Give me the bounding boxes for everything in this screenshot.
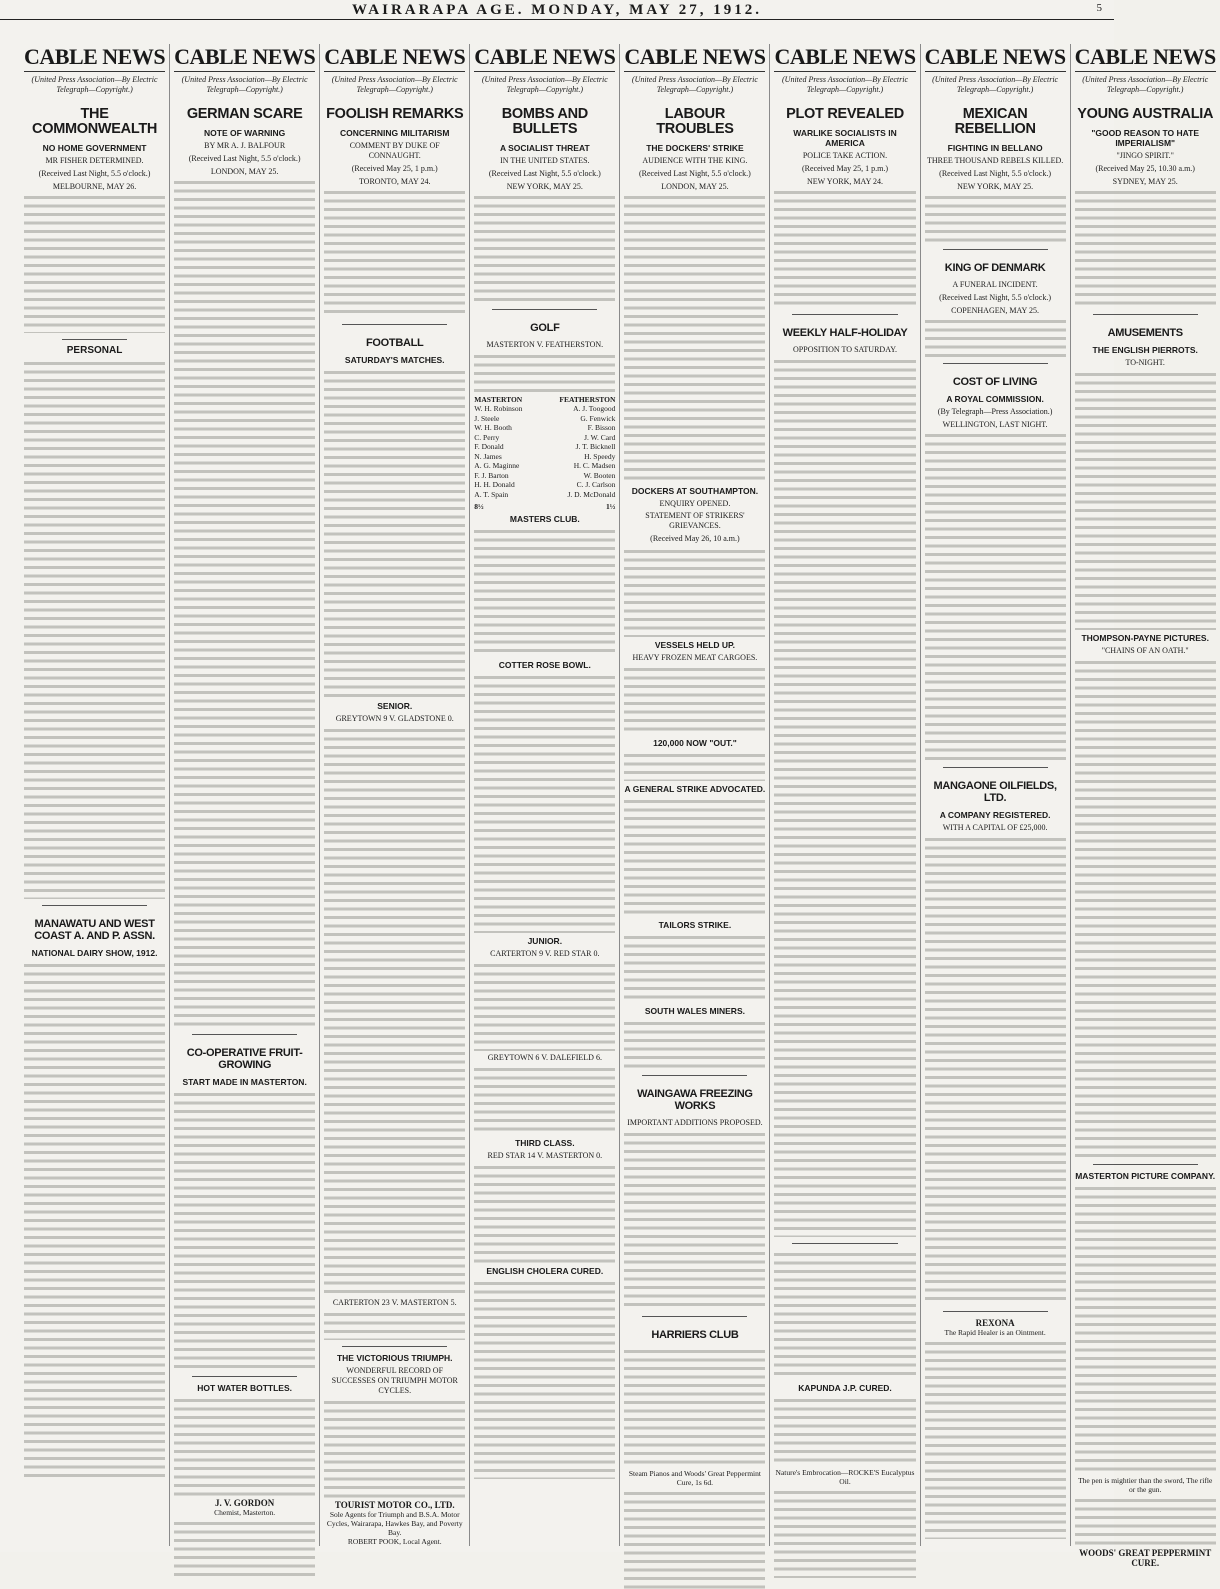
divider	[492, 309, 597, 310]
credit-line: (United Press Association—By Electric Telegraph—Copyright.)	[932, 75, 1059, 94]
subheading: CONCERNING MILITARISM	[340, 128, 450, 138]
advertiser-line: Sole Agents for Triumph and B.S.A. Motor Cycles, Wairarapa, Hawkes Bay, and Poverty Bay.	[326, 1510, 463, 1537]
player-featherston: C. J. Carlson	[576, 480, 616, 489]
player-row	[474, 471, 615, 481]
player-masterton: H. H. Donald	[474, 480, 515, 489]
divider	[792, 314, 897, 315]
score-b: 1½	[606, 502, 616, 511]
headline: THE COMMONWEALTH	[32, 106, 158, 137]
headline: WEEKLY HALF-HOLIDAY	[782, 327, 908, 339]
headline: MANAWATU AND WEST COAST A. AND P. ASSN.	[34, 918, 155, 942]
divider	[792, 1243, 897, 1244]
player-row	[474, 404, 615, 414]
headline: KING OF DENMARK	[944, 262, 1046, 274]
received-line: (Received May 25, 10.30 a.m.)	[1095, 164, 1195, 173]
subheading: A SOCIALIST THREAT	[499, 143, 590, 153]
dateline: COPENHAGEN, MAY 25.	[951, 306, 1040, 315]
article-body	[925, 835, 1066, 1305]
subheading: "JINGO SPIRIT."	[1116, 151, 1174, 160]
subheading: AUDIENCE WITH THE KING.	[642, 156, 748, 165]
dateline: LONDON, MAY 25.	[210, 167, 279, 176]
advertiser-line: The Rapid Healer is an Ointment.	[944, 1328, 1046, 1337]
article-body	[324, 188, 465, 318]
subheading: DOCKERS AT SOUTHAMPTON.	[631, 486, 759, 496]
player-row	[474, 414, 615, 424]
column-3	[320, 44, 470, 1546]
player-masterton: W. H. Robinson	[474, 404, 523, 413]
article-body	[1075, 188, 1216, 308]
subheading: BY MR A. J. BALFOUR	[204, 141, 286, 150]
subheading: VESSELS HELD UP.	[654, 640, 735, 650]
article-body	[1075, 1184, 1216, 1474]
divider	[943, 1311, 1048, 1312]
player-featherston: H. C. Madsen	[573, 461, 616, 470]
cable-news-heading: CABLE NEWS	[24, 44, 165, 72]
headline: GOLF	[530, 322, 560, 334]
subheading: HEAVY FROZEN MEAT CARGOES.	[632, 653, 758, 662]
received-line: (Received Last Night, 5.5 o'clock.)	[188, 154, 301, 163]
dateline: NEW YORK, MAY 24.	[806, 177, 884, 186]
divider	[943, 767, 1048, 768]
article-body	[624, 665, 765, 735]
article-body	[624, 1489, 765, 1589]
subheading: FIGHTING IN BELLANO	[947, 143, 1043, 153]
match-result: CARTERTON 9 V. RED STAR 0.	[490, 949, 600, 958]
advertiser-line: ROBERT POOK, Local Agent.	[347, 1537, 442, 1546]
subheading: A GENERAL STRIKE ADVOCATED.	[624, 784, 766, 794]
team-b: FEATHERSTON	[559, 395, 616, 404]
article-body	[24, 359, 165, 899]
subheading: COTTER ROSE BOWL.	[498, 660, 591, 670]
subheading: NOTE OF WARNING	[204, 128, 286, 138]
article-body	[624, 751, 765, 781]
masthead: WAIRARAPA AGE. MONDAY, MAY 27, 1912.	[0, 2, 1114, 20]
article-body	[474, 527, 615, 657]
article-body	[324, 368, 465, 698]
headline: BOMBS AND BULLETS	[501, 106, 588, 137]
advertiser-name: WOODS' GREAT PEPPERMINT CURE.	[1079, 1548, 1212, 1568]
player-featherston: J. T. Bicknell	[575, 442, 616, 451]
player-list	[474, 404, 615, 499]
subheading: NO HOME GOVERNMENT	[42, 143, 147, 153]
article-body	[624, 547, 765, 637]
article-body	[474, 673, 615, 933]
player-featherston: A. J. Toogood	[573, 404, 616, 413]
subheading: TO-NIGHT.	[1125, 358, 1165, 367]
subheading: SENIOR.	[377, 701, 413, 711]
subheading: MASTERTON V. FEATHERSTON.	[486, 340, 604, 349]
credit-line: (United Press Association—By Electric Telegraph—Copyright.)	[631, 75, 758, 94]
article-body	[174, 1519, 315, 1579]
divider	[42, 905, 147, 906]
subheading: THOMPSON-PAYNE PICTURES.	[1081, 633, 1209, 643]
cable-news-heading: CABLE NEWS	[1075, 44, 1216, 72]
player-featherston: F. Bisson	[587, 423, 616, 432]
player-masterton: W. H. Booth	[474, 423, 512, 432]
player-featherston: W. Booten	[583, 470, 616, 480]
subheading: MR FISHER DETERMINED.	[45, 156, 144, 165]
player-row	[474, 452, 615, 462]
article-body	[624, 1347, 765, 1467]
score-a: 8½	[474, 502, 484, 511]
article-body	[474, 1065, 615, 1135]
player-row	[474, 461, 615, 471]
received-line: (Received Last Night, 5.5 o'clock.)	[488, 169, 601, 178]
subheading: IMPORTANT ADDITIONS PROPOSED.	[627, 1118, 763, 1127]
subheading: MASTERS CLUB.	[509, 514, 580, 524]
credit-line: (United Press Association—By Electric Telegraph—Copyright.)	[181, 75, 308, 94]
player-masterton: A. G. Maginne	[474, 461, 520, 470]
player-row	[474, 423, 615, 433]
credit-line: (United Press Association—By Electric Telegraph—Copyright.)	[331, 75, 458, 94]
subheading: POLICE TAKE ACTION.	[802, 151, 888, 160]
article-body	[774, 188, 915, 308]
dateline: NEW YORK, MAY 25.	[506, 182, 583, 191]
subheading: KAPUNDA J.P. CURED.	[798, 1383, 892, 1393]
player-masterton: C. Perry	[474, 432, 500, 442]
divider	[342, 324, 447, 325]
article-body	[925, 317, 1066, 357]
column-1	[20, 44, 170, 1546]
article-body	[925, 1339, 1066, 1539]
subheading: WARLIKE SOCIALISTS IN AMERICA	[793, 128, 897, 148]
subheading: OPPOSITION TO SATURDAY.	[793, 345, 897, 354]
headline: FOOLISH REMARKS	[326, 106, 464, 122]
subheading: WONDERFUL RECORD OF SUCCESSES ON TRIUMPH MOTOR CYCLES.	[331, 1366, 458, 1395]
section-heading: PERSONAL	[66, 345, 123, 356]
article-body	[474, 961, 615, 1051]
player-featherston: J. D. McDonald	[567, 489, 616, 499]
article-body	[474, 352, 615, 392]
received-line: (Received Last Night, 5.5 o'clock.)	[939, 293, 1052, 302]
advertiser-line: Steam Pianos and Woods' Great Peppermint Cure, 1s 6d.	[628, 1469, 761, 1487]
article-body	[24, 193, 165, 333]
headline: MANGAONE OILFIELDS, LTD.	[933, 780, 1057, 804]
cable-news-heading: CABLE NEWS	[174, 44, 315, 72]
headline: LABOUR TROUBLES	[656, 106, 734, 137]
dateline: WELLINGTON, LAST NIGHT.	[942, 420, 1048, 429]
article-body	[324, 1398, 465, 1498]
cable-news-heading: CABLE NEWS	[925, 44, 1066, 72]
article-body	[474, 193, 615, 303]
column-6	[770, 44, 920, 1546]
received-line: (Received May 25, 1 p.m.)	[802, 164, 888, 173]
advertiser-line: The pen is mightier than the sword, The rifle or the gun.	[1078, 1476, 1213, 1494]
subheading: JUNIOR.	[527, 936, 563, 946]
subheading: SOUTH WALES MINERS.	[644, 1006, 745, 1016]
subheading: HOT WATER BOTTLES.	[197, 1383, 293, 1393]
divider	[642, 1075, 747, 1076]
match-result: RED STAR 14 V. MASTERTON 0.	[487, 1151, 603, 1160]
subheading: TAILORS STRIKE.	[658, 920, 732, 930]
subheading: A COMPANY REGISTERED.	[939, 810, 1051, 820]
article-body	[474, 1279, 615, 1479]
divider	[342, 1346, 447, 1347]
columns	[20, 44, 1216, 1568]
article-body	[1075, 370, 1216, 630]
player-row	[474, 442, 615, 452]
player-featherston: G. Fenwick	[580, 413, 616, 423]
headline: COST OF LIVING	[952, 376, 1038, 388]
subheading: STATEMENT OF STRIKERS' GRIEVANCES.	[645, 511, 745, 530]
article-body	[1075, 1496, 1216, 1546]
received-line: (Received May 26, 10 a.m.)	[650, 534, 740, 543]
cable-news-heading: CABLE NEWS	[774, 44, 915, 72]
advertiser-name: J. V. GORDON	[215, 1498, 275, 1508]
headline: WAINGAWA FREEZING WORKS	[637, 1088, 753, 1112]
divider	[1093, 314, 1198, 315]
received-line: (Received May 25, 1 p.m.)	[351, 164, 438, 173]
divider	[192, 1034, 297, 1035]
cable-news-heading: CABLE NEWS	[324, 44, 465, 72]
player-featherston: J. W. Card	[584, 432, 616, 442]
column-4	[470, 44, 620, 1546]
credit-line: (United Press Association—By Electric Telegraph—Copyright.)	[481, 75, 608, 94]
player-row	[474, 480, 615, 490]
subheading: THE VICTORIOUS TRIUMPH.	[336, 1353, 453, 1363]
column-5	[620, 44, 770, 1546]
advertiser-line: Nature's Embrocation—ROCKE'S Eucalyptus Oil.	[775, 1468, 915, 1486]
subheading: THREE THOUSAND REBELS KILLED.	[926, 156, 1064, 165]
subheading: ENGLISH CHOLERA CURED.	[486, 1266, 604, 1276]
player-masterton: N. James	[474, 451, 502, 461]
received-line: (Received Last Night, 5.5 o'clock.)	[38, 169, 151, 178]
article-body	[624, 797, 765, 917]
article-body	[174, 1396, 315, 1496]
article-body	[925, 193, 1066, 243]
article-body	[1075, 658, 1216, 1158]
subheading: WITH A CAPITAL OF £25,000.	[942, 823, 1048, 832]
match-result: GREYTOWN 9 V. GLADSTONE 0.	[335, 714, 454, 723]
received-line: (Received Last Night, 5.5 o'clock.)	[638, 169, 751, 178]
article-body	[324, 726, 465, 1296]
subheading: NATIONAL DAIRY SHOW, 1912.	[31, 948, 158, 958]
received-line: (By Telegraph—Press Association.)	[937, 407, 1053, 416]
player-masterton: J. Steele	[474, 413, 500, 423]
subheading: THE ENGLISH PIERROTS.	[1092, 345, 1198, 355]
article-body	[624, 933, 765, 1003]
subheading: COMMENT BY DUKE OF CONNAUGHT.	[349, 141, 440, 160]
article-body	[774, 357, 915, 1237]
credit-line: (United Press Association—By Electric Telegraph—Copyright.)	[782, 75, 908, 94]
subheading: 120,000 NOW "OUT."	[653, 738, 737, 748]
divider	[943, 249, 1048, 250]
dateline: TORONTO, MAY 24.	[358, 177, 431, 186]
player-row	[474, 433, 615, 443]
headline: YOUNG AUSTRALIA	[1077, 106, 1214, 122]
headline: HARRIERS CLUB	[651, 1329, 739, 1341]
dateline: NEW YORK, MAY 25.	[957, 182, 1034, 191]
article-body	[925, 431, 1066, 761]
subheading: SATURDAY'S MATCHES.	[344, 355, 445, 365]
divider	[943, 363, 1048, 364]
article-body	[624, 1130, 765, 1310]
dateline: MELBOURNE, MAY 26.	[52, 182, 137, 191]
divider	[642, 1316, 747, 1317]
team-header	[474, 395, 615, 404]
headline: PLOT REVEALED	[786, 106, 904, 122]
credit-line: (United Press Association—By Electric Telegraph—Copyright.)	[1082, 75, 1209, 94]
headline: CO-OPERATIVE FRUIT-GROWING	[186, 1047, 303, 1071]
subheading: A FUNERAL INCIDENT.	[952, 280, 1038, 289]
score-row	[474, 502, 615, 511]
article-body	[174, 1090, 315, 1370]
received-line: (Received Last Night, 5.5 o'clock.)	[939, 169, 1052, 178]
subheading: THE DOCKERS' STRIKE	[646, 143, 744, 153]
article-body	[774, 1396, 915, 1466]
match-result: CARTERTON 23 V. MASTERTON 5.	[332, 1298, 457, 1307]
cable-news-heading: CABLE NEWS	[474, 44, 615, 72]
cable-news-heading: CABLE NEWS	[624, 44, 765, 72]
subheading: START MADE IN MASTERTON.	[182, 1077, 307, 1087]
subheading: MASTERTON PICTURE COMPANY.	[1075, 1171, 1216, 1181]
article-body	[324, 1310, 465, 1340]
page-number: 5	[1096, 2, 1102, 14]
article-body	[624, 193, 765, 483]
subheading: "GOOD REASON TO HATE IMPERIALISM"	[1091, 128, 1200, 148]
headline: MEXICAN REBELLION	[954, 106, 1036, 137]
advertiser-name: TOURIST MOTOR CO., LTD.	[334, 1500, 455, 1510]
dateline: SYDNEY, MAY 25.	[1112, 177, 1178, 186]
column-2	[170, 44, 320, 1546]
column-8	[1071, 44, 1220, 1568]
article-body	[624, 1019, 765, 1069]
advertiser-line: Chemist, Masterton.	[214, 1508, 276, 1517]
article-body	[174, 178, 315, 1028]
subheading: A ROYAL COMMISSION.	[946, 394, 1044, 404]
subheading: IN THE UNITED STATES.	[500, 156, 590, 165]
headline: GERMAN SCARE	[186, 106, 303, 122]
article-body	[774, 1488, 915, 1578]
dateline: LONDON, MAY 25.	[661, 182, 729, 191]
headline: AMUSEMENTS	[1107, 327, 1183, 339]
advertiser-name: REXONA	[975, 1318, 1015, 1328]
match-result: GREYTOWN 6 V. DALEFIELD 6.	[487, 1053, 602, 1062]
article-body	[474, 1163, 615, 1263]
player-masterton: A. T. Spain	[474, 489, 509, 499]
article-body	[774, 1250, 915, 1380]
player-masterton: F. Donald	[474, 442, 504, 451]
column-7	[921, 44, 1071, 1546]
article-body	[24, 961, 165, 1481]
player-featherston: H. Speedy	[584, 451, 616, 461]
credit-line: (United Press Association—By Electric Telegraph—Copyright.)	[31, 75, 158, 94]
divider	[62, 339, 127, 340]
subheading: "CHAINS OF AN OATH."	[1101, 646, 1189, 655]
divider	[192, 1376, 297, 1377]
team-a: MASTERTON	[474, 395, 523, 404]
player-row	[474, 490, 615, 500]
headline: FOOTBALL	[365, 337, 424, 349]
subheading: THIRD CLASS.	[515, 1138, 575, 1148]
divider	[1093, 1164, 1198, 1165]
subheading: ENQUIRY OPENED.	[659, 499, 731, 508]
player-masterton: F. J. Barton	[474, 470, 509, 480]
